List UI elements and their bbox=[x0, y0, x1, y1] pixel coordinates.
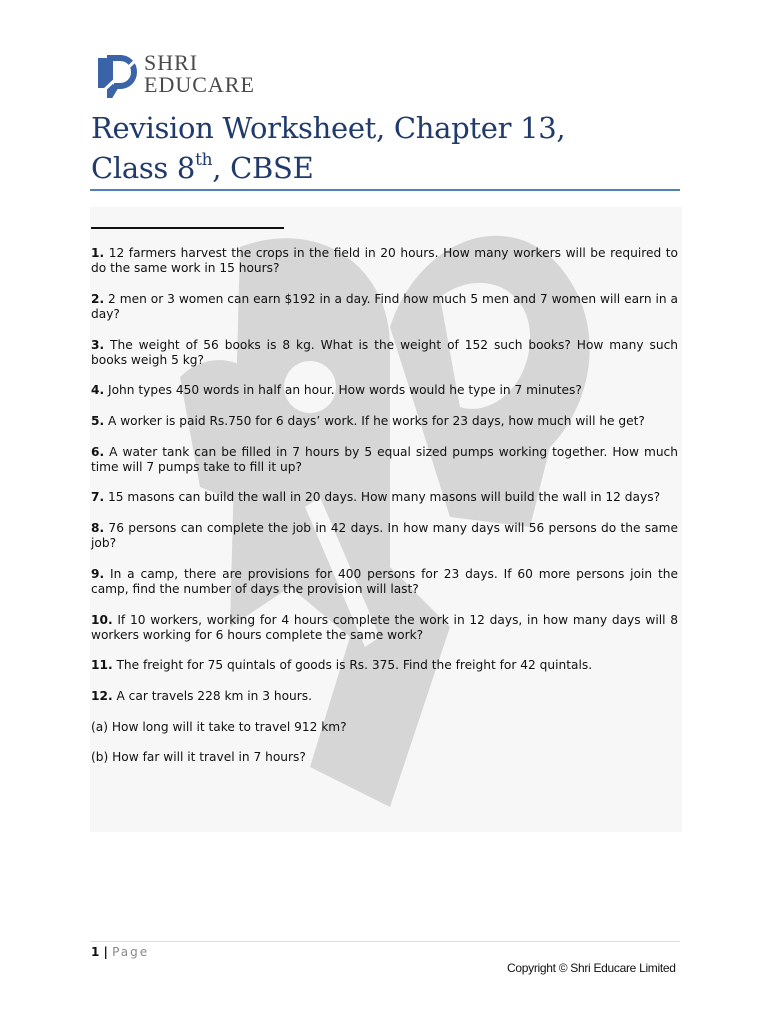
question-number: 7. bbox=[91, 490, 105, 505]
question-item bbox=[91, 689, 678, 704]
question-number: 11. bbox=[91, 658, 113, 673]
footer-divider bbox=[90, 941, 680, 942]
question-number: 2. bbox=[91, 291, 105, 306]
question-number: 6. bbox=[91, 444, 105, 459]
page-title bbox=[91, 108, 565, 188]
copyright-notice: Copyright © Shri Educare Limited bbox=[507, 961, 676, 975]
question-text: A water tank can be filled in 7 hours by 5 equal sized pumps working together. How much time will 7 pumps take to fill it up? bbox=[91, 444, 678, 474]
logo-line-1: SHRI bbox=[144, 50, 199, 75]
question-item bbox=[91, 414, 678, 429]
page-word: Page bbox=[112, 945, 150, 959]
question-item bbox=[91, 613, 678, 643]
question-number: 1. bbox=[91, 246, 105, 260]
title-line-1: Revision Worksheet, Chapter 13, bbox=[91, 111, 566, 145]
logo-wordmark bbox=[144, 52, 255, 96]
question-list bbox=[91, 246, 678, 781]
question-number: 9. bbox=[91, 566, 105, 581]
logo-emblem-icon bbox=[96, 54, 142, 98]
question-text: John types 450 words in half an hour. How words would he type in 7 minutes? bbox=[104, 383, 582, 398]
title-divider bbox=[90, 189, 680, 191]
question-item bbox=[91, 445, 678, 475]
question-subpart: (a) How long will it take to travel 912 km? bbox=[91, 719, 347, 734]
question-text: A worker is paid Rs.750 for 6 days’ work. If he works for 23 days, how much will he get? bbox=[104, 413, 645, 428]
question-number: 12. bbox=[91, 688, 113, 703]
question-text: A car travels 228 km in 3 hours. bbox=[112, 688, 313, 703]
question-number: 5. bbox=[91, 413, 105, 428]
question-text: 76 persons can complete the job in 42 days. In how many days will 56 persons do the same job? bbox=[91, 520, 678, 551]
title-line-2-class: Class 8 bbox=[91, 151, 196, 185]
question-item bbox=[91, 246, 678, 276]
question-number: 8. bbox=[91, 520, 105, 535]
question-number: 4. bbox=[91, 383, 105, 398]
question-text: 12 farmers harvest the crops in the field in 20 hours. How many workers will be required to do the same work in 15 hours? bbox=[91, 246, 678, 276]
question-text: The freight for 75 quintals of goods is Rs. 375. Find the freight for 42 quintals. bbox=[112, 658, 593, 673]
page-number-value: 1 bbox=[91, 945, 100, 959]
question-item bbox=[91, 383, 678, 398]
question-text: The weight of 56 books is 8 kg. What is the weight of 152 such books? How many such books weigh 5 kg? bbox=[91, 337, 678, 367]
question-item bbox=[91, 658, 678, 673]
question-subpart: (b) How far will it travel in 7 hours? bbox=[91, 750, 306, 765]
question-number: 10. bbox=[91, 612, 113, 627]
page-number bbox=[91, 945, 149, 959]
question-text: In a camp, there are provisions for 400 persons for 23 days. If 60 more persons join the camp, find the number of days the provision will last? bbox=[91, 566, 678, 596]
logo-line-2: EDUCARE bbox=[144, 72, 255, 97]
question-number: 3. bbox=[91, 337, 105, 352]
question-item bbox=[91, 338, 678, 368]
title-superscript: th bbox=[195, 150, 213, 171]
question-text: 2 men or 3 women can earn $192 in a day. Find how much 5 men and 7 women will earn in a day? bbox=[91, 291, 678, 321]
page-separator: | bbox=[99, 945, 113, 959]
question-item bbox=[91, 521, 678, 551]
section-underline bbox=[91, 227, 284, 229]
question-item bbox=[91, 567, 678, 597]
question-text: 15 masons can build the wall in 20 days. How many masons will build the wall in 12 days? bbox=[104, 490, 661, 505]
question-text: If 10 workers, working for 4 hours complete the work in 12 days, in how many days will 8 workers working for 6 hours complete the same work? bbox=[91, 612, 678, 642]
question-item bbox=[91, 490, 678, 505]
title-line-2-board: , CBSE bbox=[212, 151, 314, 185]
question-item bbox=[91, 292, 678, 322]
